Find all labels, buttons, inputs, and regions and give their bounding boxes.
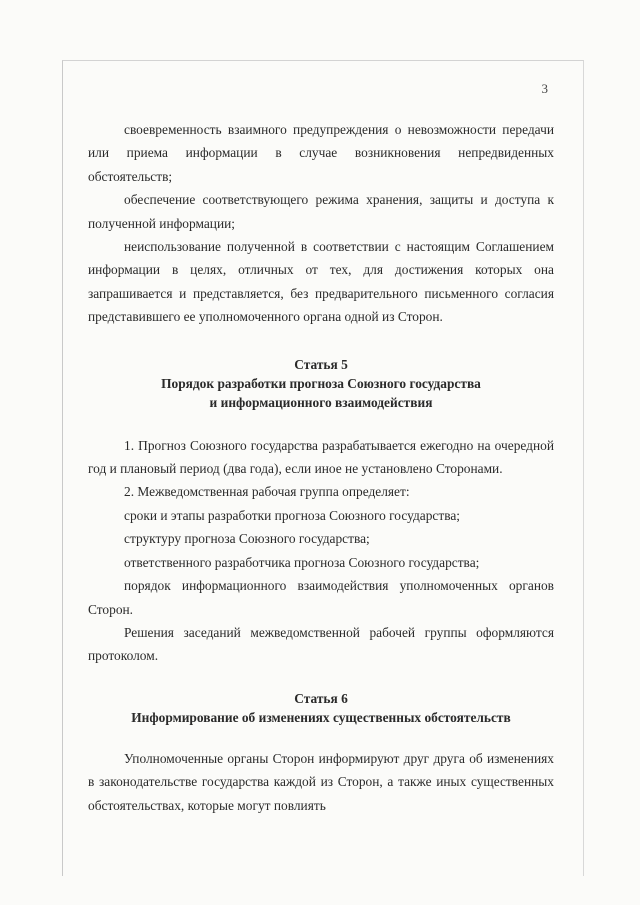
paragraph: структуру прогноза Союзного государства;	[124, 531, 370, 547]
paragraph: сроки и этапы разработки прогноза Союзного государства;	[124, 507, 461, 523]
paragraph: неиспользование полученной в соответствии с настоящим Соглашением информации в целях, отличных от тех, для достижения которых она запрашивается и представляется, без предварительного письменного согласия представившего ее уполномоченного органа одной из Сторон.	[88, 239, 554, 325]
article-title: Информирование об изменениях существенных обстоятельств	[131, 709, 511, 725]
paragraph: своевременность взаимного предупреждения о невозможности передачи или приема информации в случае возникновения непредвиденных обстоятельств;	[88, 122, 554, 184]
article-title: и информационного взаимодействия	[209, 394, 433, 410]
article-number: Статья 6	[294, 690, 348, 706]
document-body	[88, 118, 554, 817]
article-5-heading	[88, 355, 554, 412]
article-number: Статья 5	[294, 356, 348, 372]
paragraph: обеспечение соответствующего режима хранения, защиты и доступа к полученной информации;	[88, 192, 554, 231]
paragraph: Уполномоченные органы Сторон информируют друг друга об изменениях в законодательстве государства каждой из Сторон, а также иных существенных обстоятельствах, которые могут повлиять	[88, 750, 554, 813]
paragraph: 2. Межведомственная рабочая группа определяет:	[124, 484, 410, 500]
paragraph: 1. Прогноз Союзного государства разрабатывается ежегодно на очередной год и плановый период (два года), если иное не установлено Сторонами.	[88, 437, 554, 477]
article-title: Порядок разработки прогноза Союзного государства	[161, 375, 481, 391]
paragraph: Решения заседаний межведомственной рабочей группы оформляются протоколом.	[88, 624, 554, 664]
article-6-heading	[88, 689, 554, 727]
paragraph: ответственного разработчика прогноза Союзного государства;	[124, 554, 480, 570]
paragraph: порядок информационного взаимодействия уполномоченных органов Сторон.	[88, 578, 554, 617]
page-number: 3	[541, 81, 548, 96]
